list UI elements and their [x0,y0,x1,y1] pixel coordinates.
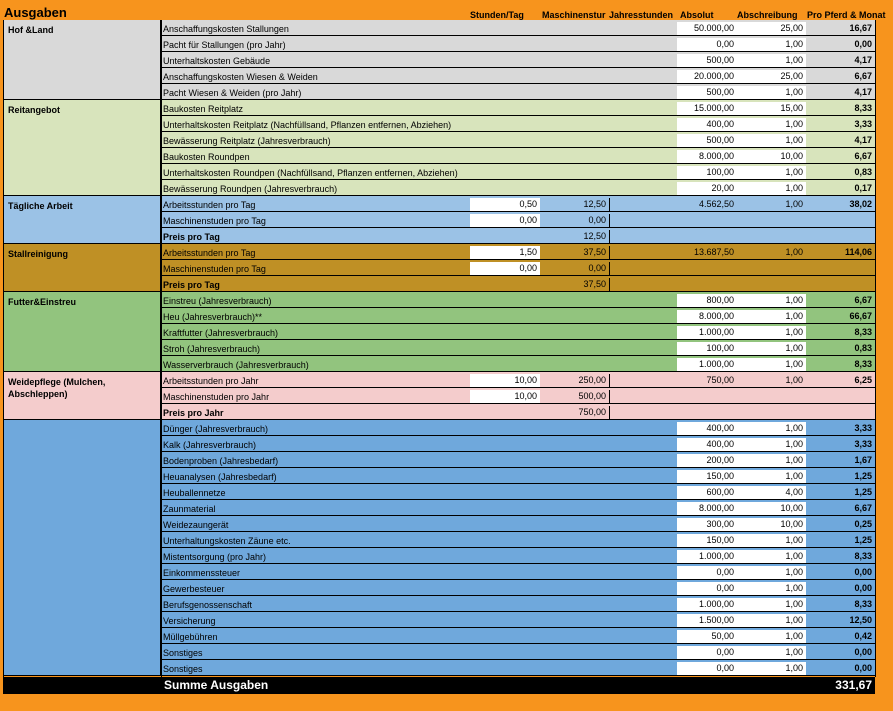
pro-pferd-value: 4,17 [854,135,872,145]
section-label-weide: Weidepflege (Mulchen, Abschleppen) [3,372,161,420]
absolut-value[interactable]: 500,00 [677,86,737,99]
abschreibung-value[interactable]: 1,00 [737,326,806,339]
row-label: Wasserverbrauch (Jahresverbrauch) [163,360,309,370]
row-label: Müllgebühren [163,632,218,642]
pro-pferd-value: 0,00 [854,39,872,49]
abschreibung-value[interactable]: 1,00 [737,38,806,51]
abschreibung-value[interactable]: 1,00 [737,534,806,547]
absolut-value[interactable]: 13.687,50 [693,247,734,257]
stunden-input[interactable]: 10,00 [470,374,540,387]
header-stunden: Stunden/Tag [470,10,524,20]
absolut-value[interactable]: 1.000,00 [677,326,737,339]
pro-pferd-value: 1,25 [854,471,872,481]
row-label: Einkommenssteuer [163,568,241,578]
row-label: Anschaffungskosten Wiesen & Weiden [163,72,318,82]
header-absolut: Absolut [680,10,714,20]
abschreibung-value[interactable]: 1,00 [737,566,806,579]
abschreibung-value[interactable]: 1,00 [737,294,806,307]
jahresstunden-value: 37,50 [540,278,610,291]
abschreibung-value[interactable]: 1,00 [737,134,806,147]
summary-label: Summe Ausgaben [164,678,269,692]
row-label: Stroh (Jahresverbrauch) [163,344,261,354]
summary-bar [3,677,875,694]
row-label: Versicherung [163,616,216,626]
jahresstunden-value: 12,50 [540,230,610,243]
row-label: Baukosten Roundpen [163,152,250,162]
absolut-value[interactable]: 4.562,50 [698,199,734,209]
abschreibung-value[interactable]: 1,00 [737,54,806,67]
abschreibung-value[interactable]: 10,00 [737,518,806,531]
pro-pferd-value: 4,17 [854,87,872,97]
pro-pferd-value: 4,17 [854,55,872,65]
pro-pferd-value: 6,67 [854,295,872,305]
pro-pferd-value: 6,67 [854,503,872,513]
pro-pferd-value: 0,00 [854,583,872,593]
row-label: Weidezaungerät [163,520,229,530]
row-label: Maschinenstuden pro Tag [163,216,266,226]
row-label: Arbeitsstunden pro Tag [163,248,256,258]
absolut-value[interactable]: 100,00 [677,342,737,355]
abschreibung-value[interactable]: 1,00 [737,470,806,483]
absolut-value[interactable]: 0,00 [677,646,737,659]
jahresstunden-value: 37,50 [540,246,610,259]
row-label: Preis pro Tag [163,232,220,242]
row-label: Zaunmaterial [163,504,216,514]
absolut-value[interactable]: 20.000,00 [677,70,737,83]
row-label: Heu (Jahresverbrauch)** [163,312,263,322]
section-label-futter: Futter&Einstreu [3,292,161,372]
row-label: Heuanalysen (Jahresbedarf) [163,472,277,482]
absolut-value[interactable]: 0,00 [677,38,737,51]
absolut-value[interactable]: 500,00 [677,134,737,147]
jahresstunden-value: 250,00 [540,374,610,387]
section-label-hof: Hof &Land [3,20,161,100]
sheet-title: Ausgaben [4,5,67,20]
absolut-value[interactable]: 600,00 [677,486,737,499]
grid-line [875,20,876,677]
header-abschreibung: Abschreibung [737,10,798,20]
row-label: Unterhaltskosten Reitplatz (Nachfüllsand, Pflanzen entfernen, Abziehen) [163,120,452,130]
row-label: Sonstiges [163,664,203,674]
pro-pferd-value: 16,67 [849,23,872,33]
stunden-input[interactable]: 1,50 [470,246,540,259]
pro-pferd-value: 114,06 [844,247,872,257]
pro-pferd-value: 66,67 [849,311,872,321]
absolut-value[interactable]: 300,00 [677,518,737,531]
abschreibung-value[interactable]: 1,00 [737,598,806,611]
absolut-value[interactable]: 15.000,00 [677,102,737,115]
abschreibung-value[interactable]: 1,00 [737,630,806,643]
abschreibung-value[interactable]: 1,00 [737,358,806,371]
absolut-value[interactable]: 0,00 [677,582,737,595]
absolut-value[interactable]: 50.000,00 [677,22,737,35]
pro-pferd-value: 8,33 [854,359,872,369]
absolut-value[interactable]: 400,00 [677,118,737,131]
row-label: Anschaffungskosten Stallungen [163,24,289,34]
abschreibung-value[interactable]: 1,00 [737,614,806,627]
pro-pferd-value: 8,33 [854,103,872,113]
pro-pferd-value: 3,33 [854,439,872,449]
abschreibung-value[interactable]: 1,00 [737,438,806,451]
row-label: Unterhaltskosten Gebäude [163,56,271,66]
absolut-value[interactable]: 800,00 [677,294,737,307]
row-label: Dünger (Jahresverbrauch) [163,424,269,434]
absolut-value[interactable]: 400,00 [677,438,737,451]
row-label: Mistentsorgung (pro Jahr) [163,552,267,562]
row-label: Preis pro Tag [163,280,220,290]
absolut-value[interactable]: 100,00 [677,166,737,179]
row-label: Baukosten Reitplatz [163,104,244,114]
pro-pferd-value: 6,67 [854,71,872,81]
absolut-value[interactable]: 1.000,00 [677,550,737,563]
abschreibung-value[interactable]: 1,00 [785,247,803,257]
abschreibung-value[interactable]: 15,00 [737,102,806,115]
abschreibung-value[interactable]: 1,00 [737,166,806,179]
row-label: Kraftfutter (Jahresverbrauch) [163,328,279,338]
section-divider [3,675,875,676]
absolut-value[interactable]: 8.000,00 [677,150,737,163]
row-label: Maschinenstuden pro Tag [163,264,266,274]
absolut-value[interactable]: 0,00 [677,662,737,675]
row-label: Maschinenstuden pro Jahr [163,392,270,402]
pro-pferd-value: 1,67 [854,455,872,465]
abschreibung-value[interactable]: 1,00 [737,454,806,467]
pro-pferd-value: 8,33 [854,327,872,337]
abschreibung-value[interactable]: 1,00 [737,342,806,355]
abschreibung-value[interactable]: 1,00 [737,182,806,195]
row-label: Bewässerung Reitplatz (Jahresverbrauch) [163,136,331,146]
header-pro-pferd: Pro Pferd & Monat [807,10,886,20]
abschreibung-value[interactable]: 1,00 [737,86,806,99]
row-label: Heuballennetze [163,488,226,498]
abschreibung-value[interactable]: 1,00 [785,375,803,385]
stunden-input[interactable]: 0,00 [470,214,540,227]
row-label: Berufsgenossenschaft [163,600,253,610]
jahresstunden-value: 500,00 [540,390,610,403]
pro-pferd-value: 0,83 [854,167,872,177]
stunden-input[interactable]: 0,50 [470,198,540,211]
abschreibung-value[interactable]: 1,00 [737,646,806,659]
absolut-value[interactable]: 400,00 [677,422,737,435]
section-label-reit: Reitangebot [3,100,161,196]
absolut-value[interactable]: 20,00 [677,182,737,195]
jahresstunden-value: 0,00 [540,214,610,227]
grid-line [3,20,4,677]
row-label: Sonstiges [163,648,203,658]
abschreibung-value[interactable]: 10,00 [737,502,806,515]
summary-value: 331,67 [835,678,872,692]
abschreibung-value[interactable]: 1,00 [737,550,806,563]
pro-pferd-value: 6,25 [854,375,872,385]
abschreibung-value[interactable]: 1,00 [785,199,803,209]
row-label: Unterhaltskosten Roundpen (Nachfüllsand, Pflanzen entfernen, Abziehen) [163,168,458,178]
absolut-value[interactable]: 1.000,00 [677,358,737,371]
header-maschinen: Maschinenstur [542,10,606,20]
abschreibung-value[interactable]: 4,00 [737,486,806,499]
pro-pferd-value: 1,25 [854,487,872,497]
row-label: Arbeitsstunden pro Jahr [163,376,259,386]
row-label: Einstreu (Jahresverbrauch) [163,296,272,306]
row-label: Unterhaltungskosten Zäune etc. [163,536,291,546]
jahresstunden-value: 0,00 [540,262,610,275]
pro-pferd-value: 0,17 [854,183,872,193]
row-label: Kalk (Jahresverbrauch) [163,440,257,450]
absolut-value[interactable]: 150,00 [677,470,737,483]
abschreibung-value[interactable]: 1,00 [737,310,806,323]
pro-pferd-value: 0,00 [854,647,872,657]
abschreibung-value[interactable]: 10,00 [737,150,806,163]
pro-pferd-value: 8,33 [854,599,872,609]
pro-pferd-value: 0,00 [854,567,872,577]
absolut-value[interactable]: 200,00 [677,454,737,467]
abschreibung-value[interactable]: 25,00 [737,70,806,83]
absolut-value[interactable]: 0,00 [677,566,737,579]
pro-pferd-value: 0,00 [854,663,872,673]
pro-pferd-value: 38,02 [849,199,872,209]
pro-pferd-value: 3,33 [854,119,872,129]
abschreibung-value[interactable]: 1,00 [737,422,806,435]
absolut-value[interactable]: 500,00 [677,54,737,67]
abschreibung-value[interactable]: 1,00 [737,662,806,675]
stunden-input[interactable]: 10,00 [470,390,540,403]
section-label-stall: Stallreinigung [3,244,161,292]
pro-pferd-value: 0,83 [854,343,872,353]
absolut-value[interactable]: 750,00 [706,375,734,385]
abschreibung-value[interactable]: 25,00 [737,22,806,35]
header-jahresstunden: Jahresstunden [609,10,674,20]
pro-pferd-value: 0,25 [854,519,872,529]
absolut-value[interactable]: 1.500,00 [677,614,737,627]
absolut-value[interactable]: 150,00 [677,534,737,547]
pro-pferd-value: 0,42 [854,631,872,641]
stunden-input[interactable]: 0,00 [470,262,540,275]
absolut-value[interactable]: 8.000,00 [677,310,737,323]
row-label: Gewerbesteuer [163,584,225,594]
row-label: Preis pro Jahr [163,408,224,418]
pro-pferd-value: 6,67 [854,151,872,161]
row-label: Bewässerung Roundpen (Jahresverbrauch) [163,184,338,194]
row-label: Arbeitsstunden pro Tag [163,200,256,210]
absolut-value[interactable]: 8.000,00 [677,502,737,515]
pro-pferd-value: 8,33 [854,551,872,561]
absolut-value[interactable]: 50,00 [677,630,737,643]
grid-line [161,20,162,677]
jahresstunden-value: 12,50 [540,198,610,211]
row-label: Bodenproben (Jahresbedarf) [163,456,279,466]
jahresstunden-value: 750,00 [540,406,610,419]
absolut-value[interactable]: 1.000,00 [677,598,737,611]
pro-pferd-value: 3,33 [854,423,872,433]
row-label: Pacht für Stallungen (pro Jahr) [163,40,286,50]
abschreibung-value[interactable]: 1,00 [737,118,806,131]
row-label: Pacht Wiesen & Weiden (pro Jahr) [163,88,302,98]
pro-pferd-value: 12,50 [849,615,872,625]
section-label-sonst [3,420,161,676]
section-label-taeglich: Tägliche Arbeit [3,196,161,244]
pro-pferd-value: 1,25 [854,535,872,545]
abschreibung-value[interactable]: 1,00 [737,582,806,595]
